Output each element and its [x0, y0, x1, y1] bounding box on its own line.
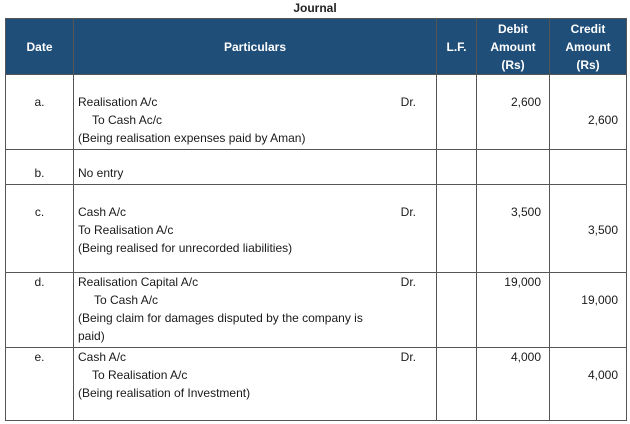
table-row: [6, 185, 627, 273]
entry-date: b.: [6, 150, 74, 185]
entry-lf: [437, 273, 477, 348]
entry-lf: [437, 348, 477, 421]
entry-date: a.: [6, 75, 74, 150]
journal-title: Journal: [293, 1, 337, 15]
credit-account: To Cash Ac/c: [92, 113, 163, 127]
table-row: [6, 348, 627, 421]
entry-lf: [437, 185, 477, 273]
narration: (Being realisation expenses paid by Aman): [78, 131, 306, 145]
dr-marker: Dr.: [400, 275, 416, 289]
debit-amount: 19,000: [477, 273, 550, 348]
narration: (Being realisation of Investment): [78, 386, 251, 400]
table-row: [6, 273, 627, 348]
credit-amount: [550, 150, 627, 185]
header-row: [6, 19, 627, 75]
dr-marker: Dr.: [400, 205, 416, 219]
credit-amount: 2,600: [550, 75, 627, 150]
entry-particulars: [74, 150, 437, 185]
entry-date: c.: [6, 185, 74, 273]
entry-particulars: [74, 348, 437, 421]
debit-account: Realisation Capital A/c: [78, 275, 199, 289]
dr-marker: Dr.: [400, 350, 416, 364]
debit-amount: 2,600: [477, 75, 550, 150]
debit-account: Cash A/c: [78, 350, 127, 364]
debit-amount: [477, 150, 550, 185]
entry-date: d.: [6, 273, 74, 348]
credit-account: To Realisation A/c: [92, 368, 188, 382]
table-row: [6, 75, 627, 150]
credit-account: To Cash A/c: [94, 293, 159, 307]
entry-particulars: [74, 273, 437, 348]
header-credit-amount: Credit Amount (Rs): [550, 19, 627, 75]
header-lf: L.F.: [437, 19, 477, 75]
credit-amount: 19,000: [550, 273, 627, 348]
narration: (Being realised for unrecorded liabilities): [78, 241, 293, 255]
narration: (Being claim for damages disputed by the company is paid): [78, 311, 363, 343]
debit-amount: 3,500: [477, 185, 550, 273]
entry-lf: [437, 150, 477, 185]
debit-account: Realisation A/c: [78, 95, 158, 109]
table-row: [6, 150, 627, 185]
entry-particulars: [74, 75, 437, 150]
entry-lf: [437, 75, 477, 150]
header-debit-amount: Debit Amount (Rs): [477, 19, 550, 75]
entry-particulars: [74, 185, 437, 273]
header-particulars: Particulars: [74, 19, 437, 75]
debit-account: Cash A/c: [78, 205, 127, 219]
credit-amount: 3,500: [550, 185, 627, 273]
journal-table: [5, 18, 627, 421]
credit-amount: 4,000: [550, 348, 627, 421]
credit-account: To Realisation A/c: [78, 223, 174, 237]
header-date: Date: [6, 19, 74, 75]
dr-marker: Dr.: [400, 95, 416, 109]
debit-amount: 4,000: [477, 348, 550, 421]
narration: No entry: [78, 166, 124, 180]
entry-date: e.: [6, 348, 74, 421]
